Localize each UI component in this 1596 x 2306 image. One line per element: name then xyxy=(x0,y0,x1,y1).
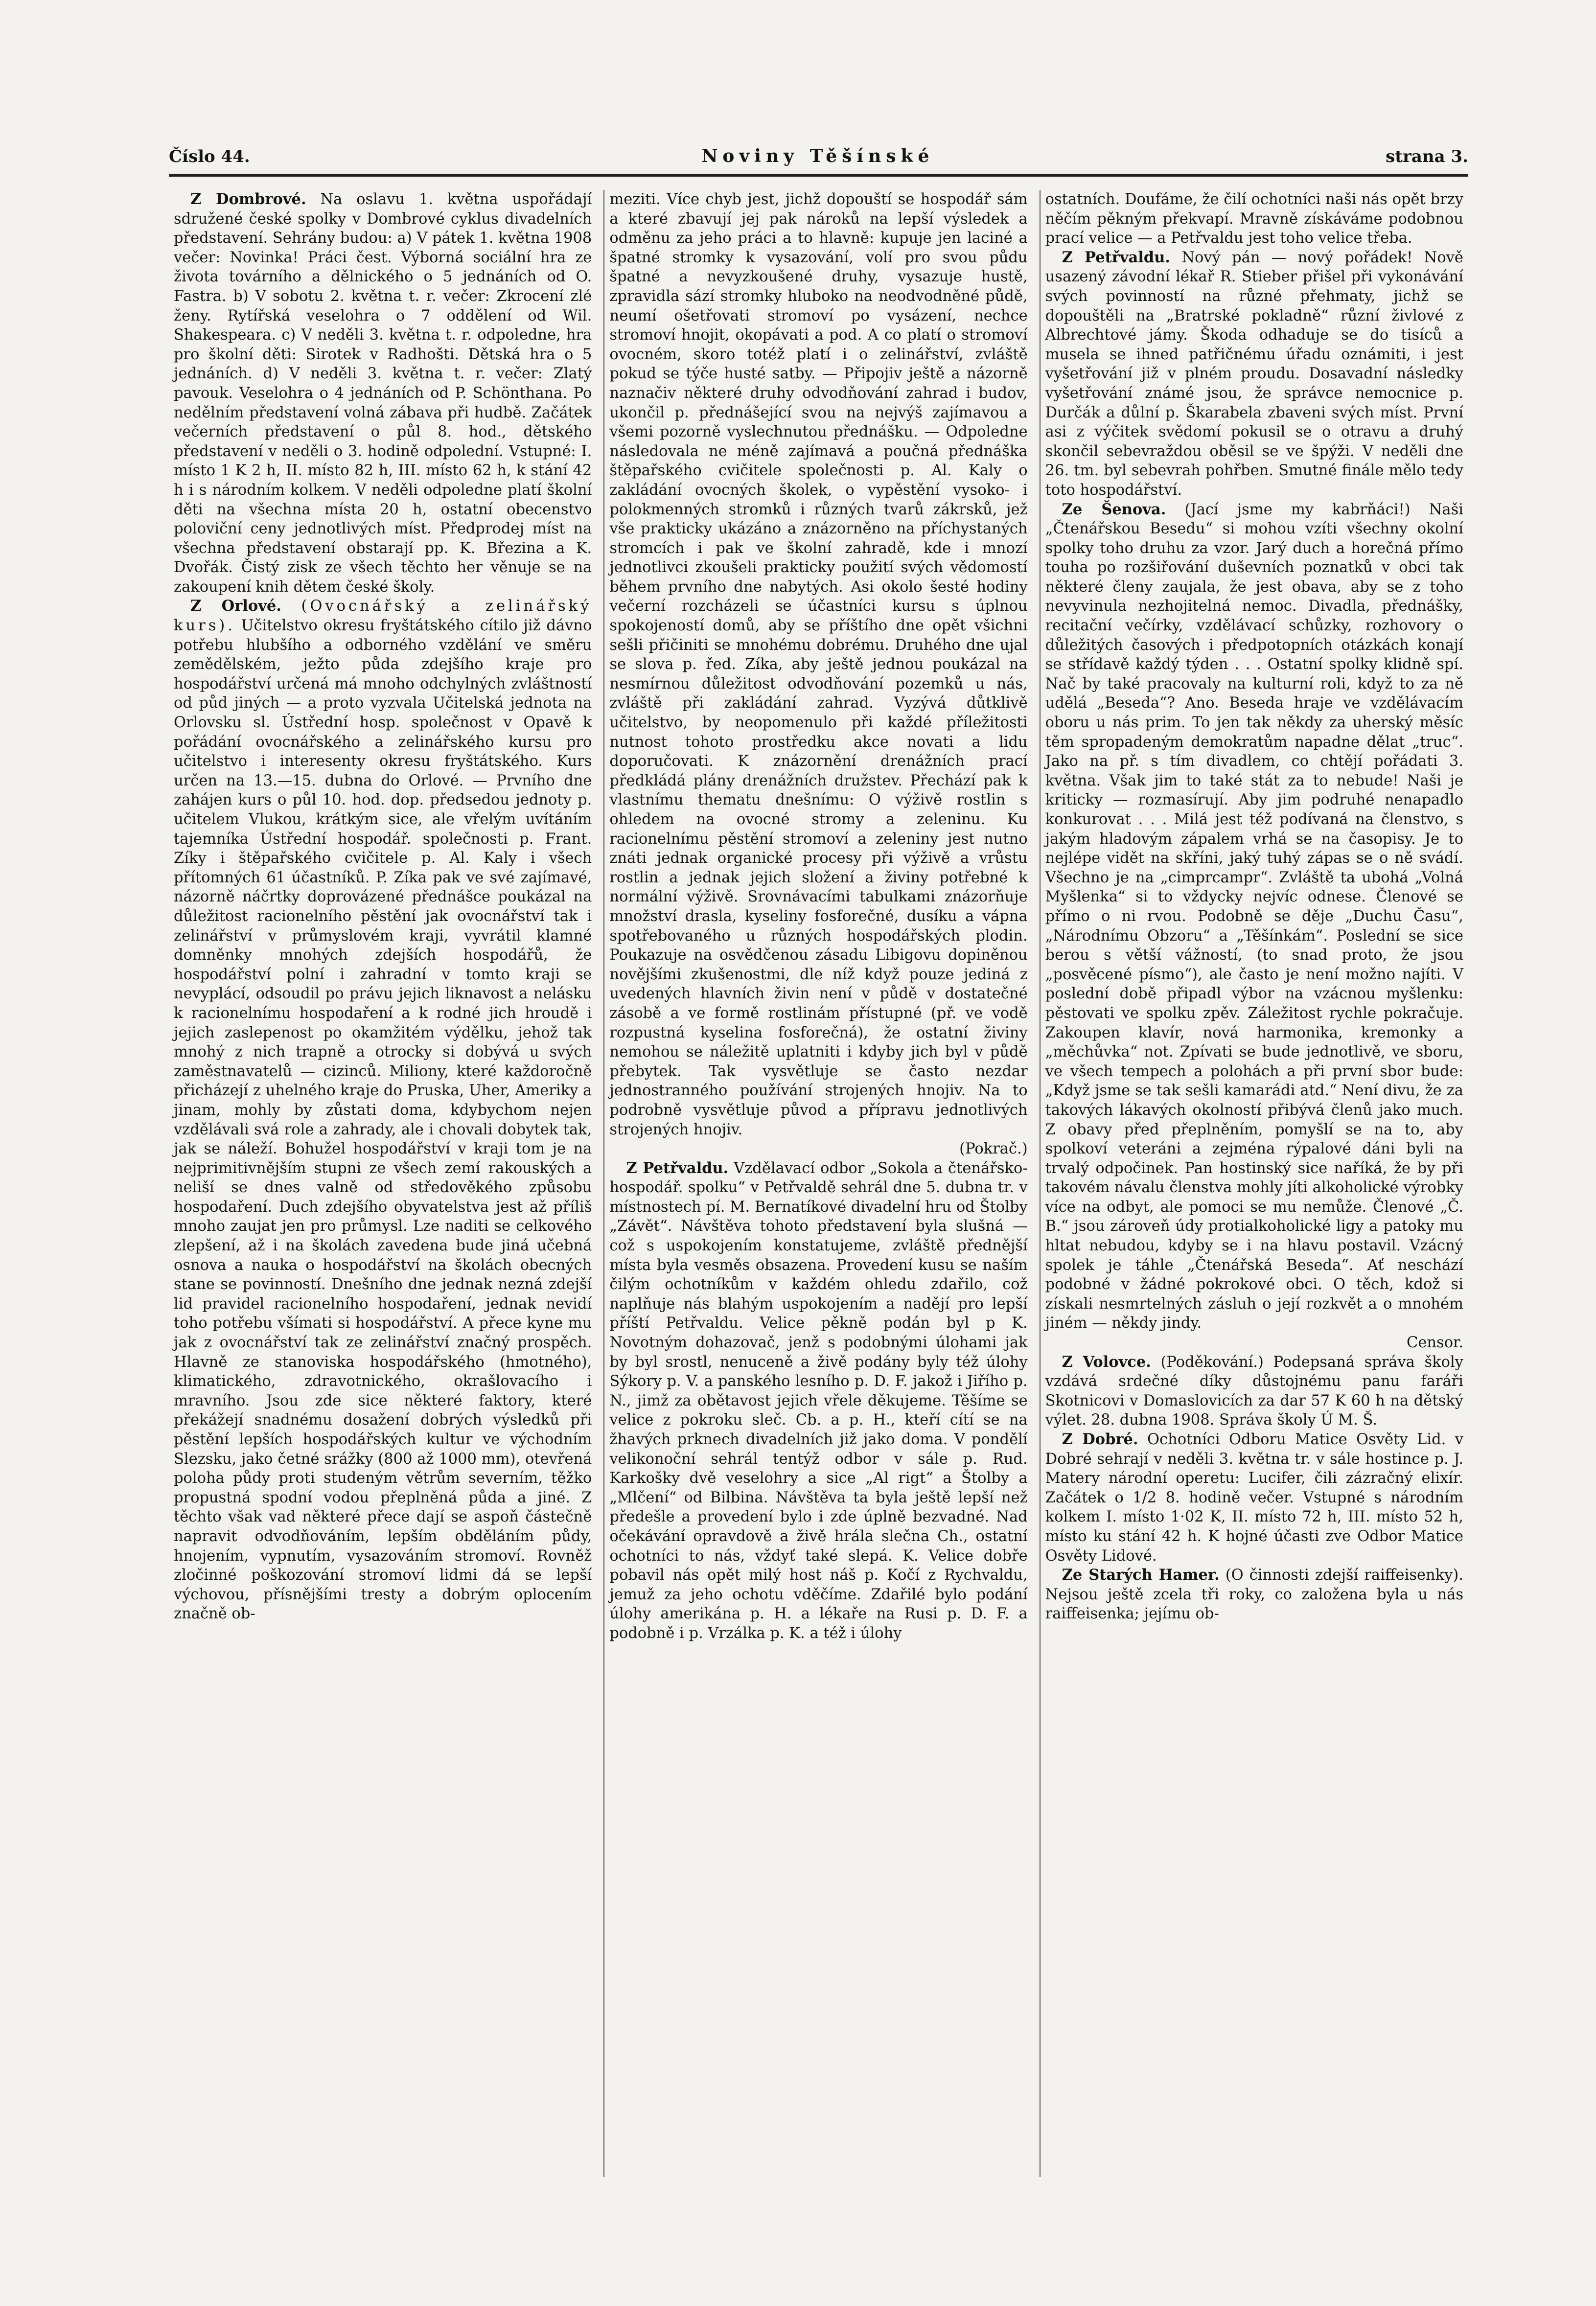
article-dombrova xyxy=(174,190,592,597)
article-heading: Z Volovce. xyxy=(1062,1353,1151,1371)
article-text: Učitelstvo okresu fryštátského cítilo již dávno potřebu hlubšího a odborného vzdělání ve směru zemědělském, ježto půda zdejšího kraje pro hospodářství určená má mnoho odchylných zvláštností od půd jiných — a proto vyzvala Učitelská jednota na Orlovsku sl. Ústřední hosp. společnost v Opavě k pořádání ovocnářského a zelinářského kursu pro učitelstvo i interesenty okresu fryštátského. Kurs určen na 13.—15. dubna do Orlové. — Prvního dne zahájen kurs o půl 10. hod. dop. předsedou jednoty p. učitelem Vlukou, krátkým sice, ale vřelým uvítáním tajemníka Ústřední hospodář. společnosti p. Frant. Zíky i štěpařského cvičitele p. Al. Kaly i všech přítomných 61 účastníků. P. Zíka pak ve své zajímavé, názorně náčrtky doprovázené přednášce poukázal na důležitost racionelního pěstění jak ovocnářství tak i zelinářství v průmyslovém kraji, vyvrátil klamné domněnky mnohých zdejších hospodářů, že hospodářství polní i zahradní v tomto kraji se nevyplácí, odsoudil po právu jejich liknavost a nelásku k racionelnímu hospodaření a k rodné jich hroudě i jejich zaslepenost po okamžitém výdělku, jehož tak mnohý z nich trapně a otrocky si dobývá u svých zaměstnavatelů — cizinců. Miliony, které každoročně přicházejí z uhelného kraje do Pruska, Uher, Ameriky a jinam, mohly by zůstati doma, kdybychom nejen vzdělávali svá role a zahrady, ale i chovali dobytek tak, jak se náleží. Bohužel hospodářství v kraji tom je na nejprimitivnějším stupni ze všech zemí rakouských a neliší se dnes valně od středověkého způsobu hospodaření. Duch zdejšího obyvatelstva jest až příliš mnoho zaujat jen pro průmysl. Lze naditi se celkového zlepšení, až i na školách zavedena bude jiná učebná osnova a nauka o hospodářství na školách obecných stane se povinností. Dnešního dne jednak nezná zdejší lid pravidel racionelního hospodaření, jednak nevidí toho potřebu všímati si hospodářství. A přece kyne mu jak z ovocnářství tak ze zelinářství značný prospěch. Hlavně ze stanoviska hospodářského (hmotného), klimatického, zdravotnického, okrašlovacího i mravního. Jsou zde sice některé faktory, které překážejí snadnému dosažení dobrých výsledků při pěstění lepších hospodářských kultur ve východním Slezsku, jako četné srážky (800 až 1000 mm), otevřená poloha půdy proti studeným větrům severním, těžko propustná spodní vodou přeplněná půda a jiné. Z těchto však vad některé přece dají se aspoň částečně napravit odvodňováním, lepším obděláním půdy, hnojením, vypnutím, vysazováním stromoví. Rovněž zločinné poškozování stromoví lidmi dá se lepší výchovou, přísnějšími tresty a dobrým oplocením značně ob- xyxy=(174,617,592,1623)
article-text: Vzdělavací odbor „Sokola a čtenářsko-hospodář. spolku“ v Petřvaldě sehrál dne 5. dubna tr. v místnostech pí. M. Bernatíkové divadelní hru od Štolby „Závět“. Návštěva tohoto představení byla slušná — což s uspokojením konstatujeme, zvláště přednější místa byla vesměs obsazena. Provedení kusu se naším čilým ochotníkům v každém ohledu zdařilo, což naplňuje nás blahým uspokojením a nadějí pro lepší příští Petřvaldu. Velice pěkně podán byl p K. Novotným dohazovač, jenž s podobnými úlohami jak by byl srostl, nenuceně a živě podány byly též úlohy Sýkory p. V. a panského lesního p. D. F. jakož i Jiřího p. N., jimž za obětavost jejich vřele děkujeme. Těšíme se velice z pokroku sleč. Cb. a p. H., kteří cítí se na žhavých prknech divadelních již jako doma. V pondělí velikonoční sehrál tentýž odbor v sále p. Rud. Karkošky dvě veselohry a sice „Al rigt“ a Štolby a „Mlčení“ od Bilbina. Návštěva ta byla ještě lepší než předešle a provedení bylo i zde úplně bezvadné. Nad očekávání opravdově a živě hrála slečna Ch., ostatní ochotníci to nás, vždyť také slepá. K. Velice dobře pobavil nás opět milý host náš p. Kočí z Rychvaldu, jemuž za jeho ochotu vděčíme. Zdařilé bylo podání úlohy amerikána p. H. a lékaře na Rusi p. D. F. a podobně i p. Vrzálka p. K. a též i úlohy xyxy=(609,1159,1028,1642)
article-text: (Poděkování.) Podepsaná správa školy vzdává srdečné díky důstojnému panu faráři Skotnicovi v Domaslovicích za dar 57 K 60 h na dětský výlet. 28. dubna 1908. Správa školy Ú M. Š. xyxy=(1045,1353,1463,1429)
header-rule xyxy=(169,174,1468,177)
article-petrvald-doctor xyxy=(1045,248,1463,500)
article-text: Na oslavu 1. května uspořádají sdružené české spolky v Dombrové cyklus divadelních představení. Sehrány budou: a) V pátek 1. května 1908 večer: Novinka! Práci čest. Výborná sociální hra ze života továrního a dělnického o 5 jednáních od O. Fastra. b) V sobotu 2. května t. r. večer: Zkrocení zlé ženy. Rytířská veselohra o 7 oddělení od Wil. Shakespeara. c) V neděli 3. května t. r. odpoledne, hra pro školní děti: Sirotek v Radhošti. Dětská hra o 5 jednáních. d) V neděli 3. května t. r. večer: Zlatý pavouk. Veselohra o 4 jednáních od P. Schönthana. Po nedělním představení volná zábava při hudbě. Začátek večerních představení o půl 8. hod., dětského představení v neděli o 3. hodině odpolední. Vstupné: I. místo 1 K 2 h, II. místo 82 h, III. místo 62 h, k stání 42 h i s národním kolkem. V neděli odpoledne platí školní děti na všechna místa 20 h, ostatní obecenstvo poloviční ceny jednotlivých míst. Předprodej míst na všechna představení obstarají pp. K. Březina a K. Dvořák. Čistý zisk ze všech těchto her věnuje se na zakoupení knih dětem české školy. xyxy=(174,191,592,596)
article-orlova xyxy=(174,597,592,1623)
page-number: strana 3. xyxy=(1386,147,1468,166)
article-heading: Z Dombrové. xyxy=(190,190,306,208)
continuation-note: (Pokrač.) xyxy=(959,1140,1028,1158)
article-heading: Z Petřvaldu. xyxy=(626,1159,729,1177)
issue-number: Číslo 44. xyxy=(169,147,250,166)
page-header xyxy=(169,143,1468,166)
article-text: Nový pán — nový pořádek! Nově usazený závodní lékař R. Stieber přišel při vykonávání svých povinností na různé přehmaty, jichž se dopouštěli na „Bratrské pokladně“ různí živlové z Albrechtové jámy. Škoda odhaduje se do tisíců a musela se ihned patřičnému úřadu oznámiti, i jest vyšetřování již v plném proudu. Dosavadní následky vyšetřování známé jsou, že správce nemocnice p. Durčák a důlní p. Škarabela zbaveni svých míst. První asi z výčitek svědomí pokusil se o otravu a druhý skončil sebevraždou oběsil se ve špýži. V neděli dne 26. tm. byl sebevrah pohřben. Smutné finále mělo tedy toto hospodářství. xyxy=(1045,249,1463,499)
article-orlova-continued xyxy=(609,190,1027,1139)
article-stare-hamry xyxy=(1045,1566,1463,1624)
article-heading: Z Orlové. xyxy=(190,597,281,615)
article-columns xyxy=(169,190,1468,2177)
article-text: meziti. Více chyb jest, jichž dopouští se hospodář sám a které zbavují jej pak nároků na lepší výsledek a odměnu za jeho práci a to hlavně: kupuje jen laciné a špatné stromky k vysazování, volí pro svou půdu špatné a nevyzkoušené druhy, vysazuje hustě, zpravidla sází stromky hluboko na neodvodněné půdě, neumí ošetřovati stromoví po vysázení, nechce stromoví hnojit, okopávati a pod. A co platí o stromoví ovocném, skoro totéž platí i o zelinářství, zvláště pokud se týče husté satby. — Připojiv ještě a názorně naznačiv některé druhy odvodňování zahrad i budov, ukončil p. přednášející svou na nejvýš zajímavou a všemi pozorně vyslechnutou přednášku. — Odpoledne následovala ne méně zajímavá a poučná přednáška štěpařského cvičitele společnosti p. Al. Kaly o zakládání ovocných školek, o vypěstění vysoko- i polokmenných stromků i různých tvarů zákrsků, jež vše prakticky ukázáno a znázorněno na příchystaných stromcích i pak ve školní zahradě, kde i mnozí jednotlivci zkoušeli prakticky použití svých vědomostí během prvního dne nabytých. Asi okolo šesté hodiny večerní rozcházeli se účastníci kursu s úplnou spokojeností domů, aby se příštího dne opět všichni sešli přičiniti se mnohému dobrému. Druhého dne ujal se slova p. řed. Zíka, aby ještě jednou poukázal na nesmírnou důležitost odvodňování pozemků u nás, zvláště při zakládání zahrad. Vyzývá důtklivě učitelstvo, by neopomenulo při každé příležitosti nutnost tohoto prostředku akce novati a lidu doporučovati. K znázornění drenážních prací předkládá plány drenážních družstev. Přechází pak k vlastnímu thematu dnešnímu: O výživě rostlin s ohledem na ovocné stromy a zeleninu. Ku racionelnímu pěstění stromoví a zeleniny jest nutno znáti jednak organické procesy při výživě a vrůstu rostlin a jednak jejich složení a živiny potřebné k normální výživě. Srovnávacími tabulkami znázorňuje množství drasla, kyseliny fosforečné, dusíku a vápna spotřebovaného u různých hospodářských plodin. Poukazuje na osvědčenou zásadu Libigovu dopiněnou novějšími zkušenostmi, dle níž když pouze jediná z uvedených hlavních živin není v půdě v dostatečné zásobě a ve formě rostlinám přístupné (př. ve vodě rozpustná kyselina fosforečná), že ostatní živiny nemohou se náležitě uplatniti i kdyby jich byl v půdě přebytek. Tak vysvětluje se často nezdar jednostranného používání strojených hnojiv. Na to podrobně vysvětluje původ a přípravu jednotlivých strojených hnojiv. xyxy=(609,191,1028,1138)
article-petrvald-theatre xyxy=(609,1159,1027,1643)
article-text: ostatních. Doufáme, že čilí ochotníci naši nás opět brzy něčím pěkným překvapí. Mravně získáváme podobnou prací velice — a Petřvaldu jest toho velice třeba. xyxy=(1045,191,1463,247)
article-petrvald-continued xyxy=(1045,190,1463,248)
article-heading: Z Dobré. xyxy=(1062,1430,1138,1448)
article-subheading: (Ovocnářský a zelinářský kurs). xyxy=(174,598,592,635)
article-dobra xyxy=(1045,1430,1463,1566)
article-heading: Z Petřvaldu. xyxy=(1062,248,1171,266)
article-text: (O činnosti zdejší raiffeisenky). Nejsou ještě zcela tři roky, co založena byla u nás raiffeisenka; jejímu ob- xyxy=(1045,1567,1463,1623)
column-3 xyxy=(1040,190,1468,2177)
column-1 xyxy=(169,190,597,2177)
article-volovec xyxy=(1045,1353,1463,1430)
article-text: Ochotníci Odboru Matice Osvěty Lid. v Dobré sehrají v neděli 3. května tr. v sále hostince p. J. Matery národní operetu: Lucifer, čili zázračný elixír. Začátek o 1/2 8. hodině večer. Vstupné s národním kolkem I. místo 1·02 K, II. místo 72 h, III. místo 52 h, místo ku stání 42 h. K hojné účasti zve Odbor Matice Osvěty Lidové. xyxy=(1045,1431,1463,1565)
article-senov xyxy=(1045,500,1463,1334)
newspaper-title: Noviny Těšínské xyxy=(701,146,934,166)
article-heading: Ze Starých Hamer. xyxy=(1062,1566,1220,1584)
column-2 xyxy=(603,190,1032,2177)
article-text: (Jací jsme my kabrňáci!) Naši „Čtenářskou Besedu“ si mohou vzíti všechny okolní spolky toho druhu za vzor. Jarý duch a horečná přímo touha po rozšiřování duševních poznatků v obci tak některé členy zaujala, že jest obava, aby se z toho nevyvinula nezhojitelná nemoc. Divadla, přednášky, recitační večírky, vzdělávací schůzky, rozhovory o důležitých časových i předpotopních otázkách konají se střídavě každý týden . . . Ostatní spolky klidně spí. Nač by také pracovaly na kulturní roli, když to za ně udělá „Beseda“? Ano. Beseda hraje ve vzdělávacím oboru u nás prim. To jen tak někdy za uherský měsíc těm spropadeným demokratům napadne dělat „truc“. Jako na př. s tím divadlem, co chtějí pořádati 3. května. Však jim to také stát za to nebude! Naši je kriticky — rozmasírují. Aby jim podruhé nenapadlo konkurovat . . . Milá jest též podívaná na členstvo, s jakým hladovým zápalem vrhá se na časopisy. Je to nejlépe vidět na skříni, jaký tuhý zápas se o ně svádí. Všechno je na „cimprcampr“. Zvláště ta ubohá „Volná Myšlenka“ si to vždycky nejvíc odnese. Členové se přímo o ni rvou. Podobně se děje „Duchu Času“, „Národnímu Obzoru“ a „Těšínkám“. Poslední se sice berou s větší vážností, (to snad proto, že jsou „posvěcené písmo“), ale často je není možno najíti. V poslední době připadl výbor na vzácnou myšlenku: pěstovati ve spolku zpěv. Záležitost rychle pokračuje. Zakoupen klavír, nová harmonika, kremonky a „měchůvka“ not. Zpívati se bude jednotlivě, ve sboru, ve všech tempech a polohách a při první sbor bude: „Když jsme se tak sešli kamarádi atd.“ Není divu, že za takových lákavých okolností přibývá členů jako much. Z obavy před přeplněním, pomyšlí se na to, aby spolkoví veteráni a zejména rýpalové dáni byli na trvalý odpočinek. Pan hostinský sice naříká, že by při takovém návalu členstva mohly jíti alkoholické výrobky více na odbyt, ale pomoci se mu nemůže. Členové „Č. B.“ jsou zároveň údy protialkoholické ligy a patoky mu hltat nebudou, kdyby se i na hlavu postavil. Vzácný spolek je táhle „Čtenářská Beseda“. Ať neschází podobné v žádné pokrokové obci. O těch, kdož si získali nesmrtelných zásluh o její rozkvět a o mnohém jiném — někdy jindy. xyxy=(1045,501,1463,1332)
article-signature: Censor. xyxy=(1407,1334,1463,1352)
article-heading: Ze Šenova. xyxy=(1062,500,1166,518)
